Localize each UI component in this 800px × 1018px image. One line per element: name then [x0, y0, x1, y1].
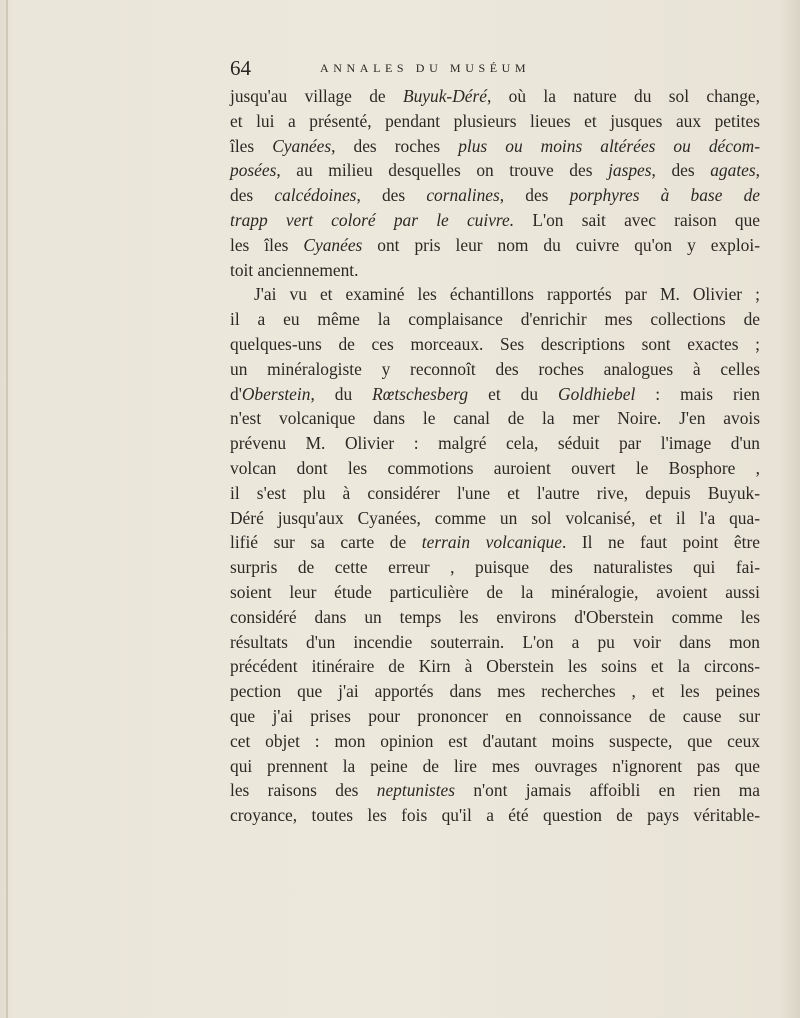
body-text	[230, 84, 760, 828]
text-run: Déré jusqu'aux Cyanées, comme un sol volcanisé, et il l'a qua-	[230, 507, 760, 528]
italic-run: Cyanées	[303, 234, 363, 255]
text-run: J'ai vu et examiné les échantillons rapportés par M. Olivier ;	[254, 284, 760, 305]
text-line	[230, 233, 760, 258]
text-line	[230, 208, 760, 233]
italic-run: Rœtschesberg	[372, 383, 469, 404]
text-line	[230, 778, 760, 803]
italic-run: agates	[710, 160, 756, 181]
text-run: cet objet : mon opinion est d'autant moins suspecte, que ceux	[230, 730, 760, 751]
text-run: précédent itinéraire de Kirn à Oberstein les soins et la circons-	[230, 656, 760, 677]
paragraph-1	[230, 84, 760, 282]
text-run: les raisons des	[230, 780, 377, 801]
text-line	[230, 109, 760, 134]
text-line	[230, 258, 760, 283]
text-line	[230, 134, 760, 159]
italic-run: trapp vert coloré par le cuivre.	[230, 209, 515, 230]
italic-run: cornalines	[426, 185, 500, 206]
text-line	[230, 84, 760, 109]
text-run: L'on sait avec raison que	[514, 209, 760, 230]
running-title: ANNALES DU MUSÉUM	[320, 61, 531, 75]
text-run: , des	[651, 160, 711, 181]
text-run: il s'est plu à considérer l'une et l'autre rive, depuis Buyuk-	[230, 482, 760, 503]
italic-run: jaspes	[608, 160, 652, 181]
italic-run: Cyanées	[272, 135, 332, 156]
text-run: , des	[356, 185, 427, 206]
text-run: les îles	[230, 234, 304, 255]
text-run: ,	[755, 160, 760, 181]
text-line	[230, 481, 760, 506]
italic-run: porphyres à base de	[569, 185, 760, 206]
text-run: et lui a présenté, pendant plusieurs lieues et jusques aux petites	[230, 110, 760, 131]
text-line	[230, 332, 760, 357]
text-run: résultats d'un incendie souterrain. L'on a pu voir dans mon	[230, 631, 760, 652]
text-line	[230, 654, 760, 679]
text-line	[230, 754, 760, 779]
paragraph-2	[230, 282, 760, 828]
text-run: volcan dont les commotions auroient ouvert le Bosphore ,	[230, 457, 760, 478]
text-run: qui prennent la peine de lire mes ouvrages n'ignorent pas que	[230, 755, 760, 776]
page-header	[230, 54, 790, 82]
text-run: des	[230, 185, 275, 206]
text-run: soient leur étude particulière de la minéralogie, avoient aussi	[230, 581, 760, 602]
text-line	[230, 158, 760, 183]
italic-run: Oberstein	[241, 383, 311, 404]
text-line	[230, 803, 760, 828]
text-run: , du	[310, 383, 373, 404]
text-line	[230, 704, 760, 729]
page-gutter-shadow	[6, 0, 8, 1018]
text-line	[230, 580, 760, 605]
text-run: quelques-uns de ces morceaux. Ses descriptions sont exactes ;	[230, 333, 760, 354]
text-run: lifié sur sa carte de	[230, 532, 422, 553]
text-run: : mais rien	[635, 383, 760, 404]
text-run: , des	[499, 185, 570, 206]
text-run: un minéralogiste y reconnoît des roches analogues à celles	[230, 358, 760, 379]
text-run: croyance, toutes les fois qu'il a été question de pays véritable-	[230, 805, 760, 826]
text-run: n'ont jamais affoibli en rien ma	[455, 780, 761, 801]
text-line	[230, 183, 760, 208]
text-run: jusqu'au village de	[230, 86, 403, 106]
text-line	[230, 456, 760, 481]
page-number: 64	[230, 56, 251, 80]
text-run: n'est volcanique dans le canal de la mer Noire. J'en avois	[230, 408, 760, 429]
text-run: surpris de cette erreur , puisque des naturalistes qui fai-	[230, 557, 760, 578]
italic-run: terrain volcanique	[421, 532, 562, 553]
text-line	[230, 530, 760, 555]
text-run: prévenu M. Olivier : malgré cela, séduit par l'image d'un	[230, 433, 760, 454]
text-line	[230, 406, 760, 431]
text-line	[230, 382, 760, 407]
text-line	[230, 307, 760, 332]
text-line	[230, 282, 760, 307]
italic-run: plus ou moins altérées ou décom-	[458, 135, 760, 156]
italic-run: Buyuk-Déré	[402, 86, 487, 106]
text-run: pection que j'ai apportés dans mes recherches , et les peines	[230, 681, 760, 702]
text-run: , des roches	[331, 135, 459, 156]
text-run: , au milieu desquelles on trouve des	[276, 160, 609, 181]
italic-run: posées	[230, 160, 277, 181]
text-line	[230, 679, 760, 704]
text-run: toit anciennement.	[230, 259, 359, 280]
italic-run: Goldhiebel	[558, 383, 636, 404]
text-line	[230, 605, 760, 630]
text-line	[230, 630, 760, 655]
text-line	[230, 431, 760, 456]
text-run: . Il ne faut point être	[561, 532, 760, 553]
text-line	[230, 729, 760, 754]
text-run: considéré dans un temps les environs d'Oberstein comme les	[230, 606, 760, 627]
text-run: que j'ai prises pour prononcer en connoissance de cause sur	[230, 705, 760, 726]
text-line	[230, 357, 760, 382]
text-line	[230, 506, 760, 531]
text-run: ont pris leur nom du cuivre qu'on y exploi-	[362, 234, 760, 255]
italic-run: neptunistes	[376, 780, 456, 801]
text-run: îles	[230, 135, 273, 156]
text-line	[230, 555, 760, 580]
italic-run: calcédoines	[274, 185, 357, 206]
text-run: , où la nature du sol change,	[486, 86, 760, 106]
text-run: il a eu même la complaisance d'enrichir mes collections de	[230, 309, 760, 330]
text-run: et du	[468, 383, 559, 404]
text-run: d'	[230, 383, 242, 404]
